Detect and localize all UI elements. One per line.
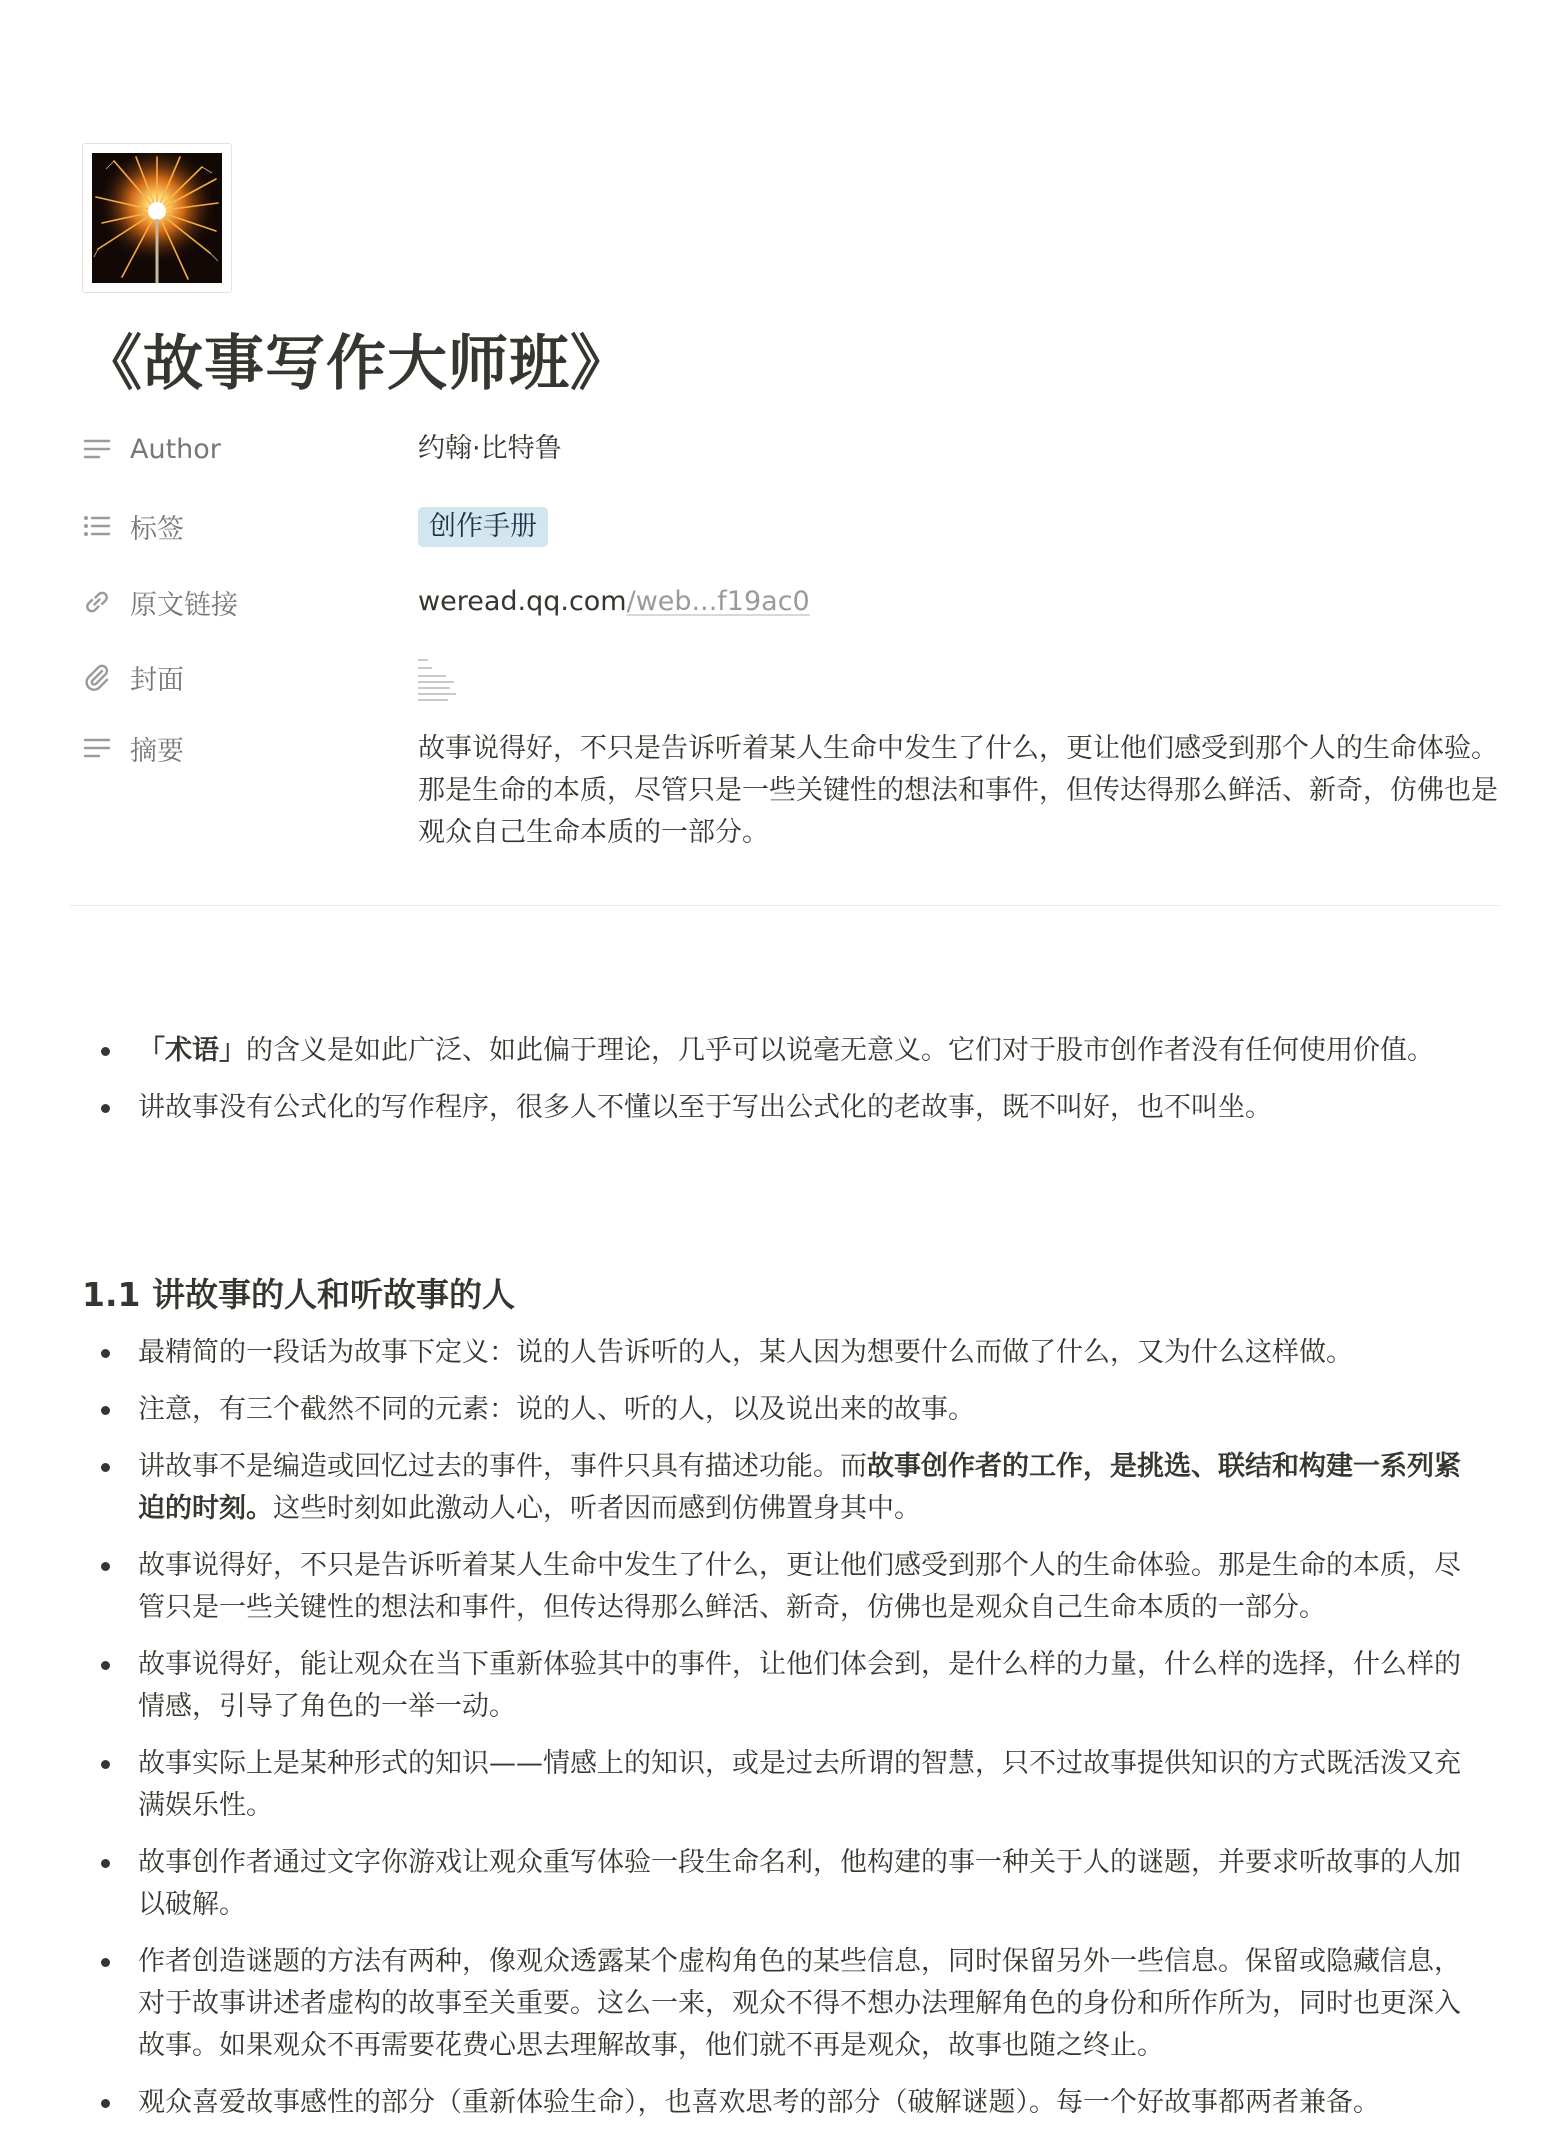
sparkler-icon — [92, 153, 222, 283]
property-name-author[interactable] — [82, 429, 418, 469]
property-name-tags[interactable] — [82, 506, 418, 546]
property-value-summary[interactable]: 故事说得好，不只是告诉听着某人生命中发生了什么，更让他们感受到那个人的生命体验。那是生命的本质，尽管只是一些关键性的想法和事件，但传达得那么鲜活、新奇，仿佛也是观众自己生命本质的一部分。 — [418, 733, 1498, 848]
intro-bullet-list — [82, 1030, 1482, 1144]
property-row-cover — [82, 657, 1502, 703]
list-item[interactable] — [82, 1842, 1482, 1926]
list-item[interactable] — [82, 1030, 1482, 1072]
property-label: 标签 — [130, 513, 184, 545]
properties-divider — [70, 905, 1500, 906]
list-item[interactable] — [82, 1941, 1482, 2067]
list-item-text: 最精简的一段话为故事下定义：说的人告诉听的人，某人因为想要什么而做了什么，又为什么这样做。 — [138, 1337, 1353, 1368]
link-icon — [82, 587, 112, 617]
list-item-text: 讲故事没有公式化的写作程序，很多人不懂以至于写出公式化的老故事，既不叫好，也不叫坐。 — [138, 1092, 1272, 1123]
section-heading[interactable]: 1.1 讲故事的人和听故事的人 — [82, 1275, 515, 1314]
list-item-text: 故事实际上是某种形式的知识——情感上的知识，或是过去所谓的智慧，只不过故事提供知识的方式既活泼又充满娱乐性。 — [138, 1748, 1461, 1821]
list-item-text: 讲故事不是编造或回忆过去的事件，事件只具有描述功能。而 — [138, 1451, 867, 1482]
list-item-text: 观众喜爱故事感性的部分（重新体验生命），也喜欢思考的部分（破解谜题）。每一个好故事都两者兼备。 — [138, 2087, 1380, 2118]
list-item[interactable] — [82, 1446, 1482, 1530]
bold-text: 故事创作者的工作，是挑选、联结和构建一系列紧迫的时刻。 — [138, 1451, 1461, 1524]
list-item-text: 作者创造谜题的方法有两种，像观众透露某个虚构角色的某些信息，同时保留另外一些信息。保留或隐藏信息，对于故事讲述者虚构的故事至关重要。这么一来，观众不得不想办法理解角色的身份和所作所为，同时也更深入故事。如果观众不再需要花费心思去理解故事，他们就不再是观众，故事也随之终止。 — [138, 1946, 1461, 2061]
page-icon-sparkler[interactable] — [82, 143, 232, 293]
property-row-link — [82, 582, 1502, 622]
list-item-text: 故事说得好，不只是告诉听着某人生命中发生了什么，更让他们感受到那个人的生命体验。那是生命的本质，尽管只是一些关键性的想法和事件，但传达得那么鲜活、新奇，仿佛也是观众自己生命本质的一部分。 — [138, 1550, 1461, 1623]
property-value-link[interactable] — [418, 582, 1502, 622]
property-label: 摘要 — [130, 735, 184, 767]
tag-chip[interactable]: 创作手册 — [418, 507, 548, 547]
text-lines-icon — [82, 434, 112, 464]
property-label: 封面 — [130, 664, 184, 696]
page-title[interactable]: 《故事写作大师班》 — [82, 329, 631, 399]
property-row-summary — [82, 728, 1502, 854]
link-domain[interactable]: weread.qq.com — [418, 586, 627, 617]
section-bullet-list — [82, 1332, 1482, 2139]
paperclip-icon — [82, 662, 112, 692]
property-value-cover[interactable] — [418, 657, 1502, 703]
property-value-tags[interactable] — [418, 506, 1502, 548]
list-item-text: 故事说得好，能让观众在当下重新体验其中的事件，让他们体会到，是什么样的力量，什么样的选择，什么样的情感，引导了角色的一举一动。 — [138, 1649, 1461, 1722]
list-item-text: 的含义是如此广泛、如此偏于理论，几乎可以说毫无意义。它们对于股市创作者没有任何使用价值。 — [246, 1035, 1434, 1066]
list-item-text: 这些时刻如此激动人心，听者因而感到仿佛置身其中。 — [273, 1493, 921, 1524]
property-row-tags — [82, 506, 1502, 548]
list-item[interactable] — [82, 1743, 1482, 1827]
cover-thumbnail[interactable] — [418, 657, 458, 703]
property-label: Author — [130, 433, 221, 465]
property-name-link[interactable] — [82, 582, 418, 622]
link-path[interactable]: /web...f19ac0 — [626, 586, 810, 617]
list-item[interactable] — [82, 2082, 1482, 2124]
list-item[interactable] — [82, 1389, 1482, 1431]
list-item-text: 注意，有三个截然不同的元素：说的人、听的人，以及说出来的故事。 — [138, 1394, 975, 1425]
text-lines-icon — [82, 733, 112, 763]
list-item[interactable] — [82, 1644, 1482, 1728]
property-value-author[interactable]: 约翰·比特鲁 — [418, 433, 562, 464]
list-item[interactable] — [82, 1545, 1482, 1629]
property-row-author — [82, 429, 1502, 469]
list-item[interactable] — [82, 1087, 1482, 1129]
property-label: 原文链接 — [130, 589, 238, 621]
property-name-cover[interactable] — [82, 657, 418, 697]
list-item[interactable] — [82, 1332, 1482, 1374]
list-item-text: 故事创作者通过文字你游戏让观众重写体验一段生命名利，他构建的事一种关于人的谜题，并要求听故事的人加以破解。 — [138, 1847, 1461, 1920]
list-icon — [82, 511, 112, 541]
bold-term: 「术语」 — [138, 1035, 246, 1066]
property-name-summary[interactable] — [82, 728, 418, 768]
